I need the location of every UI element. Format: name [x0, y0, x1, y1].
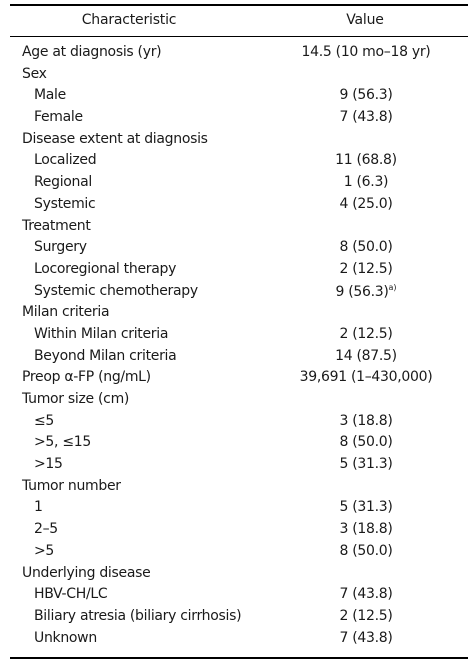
row-label: Disease extent at diagnosis	[22, 130, 208, 147]
row-value	[262, 109, 470, 125]
row-label: Systemic chemotherapy	[34, 282, 198, 299]
row-label: Biliary atresia (biliary cirrhosis)	[34, 607, 242, 624]
table-row	[0, 216, 476, 238]
row-value-text: 2 (12.5)	[339, 260, 393, 277]
table-row	[0, 42, 476, 64]
row-label: Preop α-FP (ng/mL)	[22, 369, 151, 386]
row-label: Regional	[34, 174, 92, 191]
row-value	[262, 630, 470, 646]
row-label: >5, ≤15	[34, 434, 91, 451]
row-value-text: 8 (50.0)	[339, 239, 393, 256]
header-characteristic: Characteristic	[81, 12, 177, 28]
table-row	[0, 281, 476, 303]
row-label: Sex	[22, 65, 47, 82]
row-value	[262, 152, 470, 168]
row-value	[262, 44, 470, 60]
row-value-text: 4 (25.0)	[339, 195, 393, 212]
row-value	[262, 369, 470, 385]
row-value	[262, 348, 470, 364]
row-value	[262, 261, 470, 277]
row-value-text: 2 (12.5)	[339, 325, 393, 342]
row-value	[262, 174, 470, 190]
table-header-rule	[10, 36, 468, 37]
row-value-text: 1 (6.3)	[343, 174, 389, 191]
row-value	[262, 434, 470, 450]
row-value	[262, 456, 470, 472]
row-value-text: 39,691 (1–430,000)	[299, 369, 433, 386]
row-value-text: 8 (50.0)	[339, 542, 393, 559]
table-row	[0, 519, 476, 541]
row-label: >15	[34, 456, 63, 473]
table-row	[0, 628, 476, 650]
row-value	[262, 608, 470, 624]
table-row	[0, 584, 476, 606]
table-row	[0, 476, 476, 498]
row-value	[262, 87, 470, 103]
row-label: Locoregional therapy	[34, 260, 177, 277]
row-label: Unknown	[34, 629, 97, 646]
row-label: Tumor number	[22, 477, 121, 494]
row-label: ≤5	[34, 412, 55, 429]
row-value	[262, 521, 470, 537]
table-row	[0, 150, 476, 172]
table-bottom-rule	[10, 657, 468, 659]
table-row	[0, 606, 476, 628]
table-row	[0, 497, 476, 519]
table-row	[0, 411, 476, 433]
row-value-text: 5 (31.3)	[339, 456, 393, 473]
row-value	[262, 499, 470, 515]
row-value-text: 11 (68.8)	[335, 152, 397, 169]
row-value-text: 3 (18.8)	[339, 412, 393, 429]
table-row	[0, 563, 476, 585]
row-label: Male	[34, 87, 66, 104]
row-label: 1	[34, 499, 43, 516]
table-row	[0, 237, 476, 259]
table-row	[0, 259, 476, 281]
row-label: Within Milan criteria	[34, 325, 169, 342]
table-row	[0, 64, 476, 86]
row-value-text: 8 (50.0)	[339, 434, 393, 451]
row-label: Tumor size (cm)	[22, 391, 130, 407]
row-label: Age at diagnosis (yr)	[22, 44, 162, 60]
row-value-text: 14.5 (10 mo–18 yr)	[301, 44, 431, 60]
row-value	[262, 586, 470, 602]
row-label: Systemic	[34, 195, 96, 212]
table-row	[0, 389, 476, 411]
row-label: >5	[34, 542, 55, 559]
table-row	[0, 541, 476, 563]
row-value-text: 7 (43.8)	[339, 109, 393, 126]
table-row	[0, 129, 476, 151]
table-row	[0, 346, 476, 368]
table-row	[0, 107, 476, 129]
row-label: Beyond Milan criteria	[34, 347, 177, 364]
row-label: 2–5	[34, 521, 58, 538]
row-value-text: 7 (43.8)	[339, 629, 393, 646]
header-value: Value	[346, 12, 384, 28]
row-value	[262, 543, 470, 559]
table-row	[0, 85, 476, 107]
row-value-text: 14 (87.5)	[335, 347, 397, 364]
table-row	[0, 324, 476, 346]
row-value-text: 7 (43.8)	[339, 586, 393, 603]
row-value	[262, 196, 470, 212]
row-value	[262, 326, 470, 342]
row-value-text: 3 (18.8)	[339, 521, 393, 538]
row-label: HBV-CH/LC	[34, 586, 108, 603]
row-label: Female	[34, 109, 83, 126]
row-label: Localized	[34, 152, 97, 169]
table-row	[0, 367, 476, 389]
table-row	[0, 432, 476, 454]
table-row	[0, 454, 476, 476]
row-value-text: 2 (12.5)	[339, 607, 393, 624]
row-value-text: 9 (56.3)	[335, 283, 389, 300]
row-value-text: 5 (31.3)	[339, 499, 393, 516]
row-value	[262, 283, 470, 300]
footnote-marker: a)	[388, 282, 397, 292]
row-label: Surgery	[34, 239, 87, 256]
table-body	[0, 42, 476, 649]
table-header	[0, 6, 476, 36]
row-value	[262, 239, 470, 255]
table-row	[0, 172, 476, 194]
row-label: Treatment	[22, 217, 91, 234]
table-row	[0, 302, 476, 324]
row-label: Milan criteria	[22, 304, 110, 321]
row-label: Underlying disease	[22, 564, 151, 581]
row-value	[262, 413, 470, 429]
table-row	[0, 194, 476, 216]
row-value-text: 9 (56.3)	[339, 87, 393, 104]
